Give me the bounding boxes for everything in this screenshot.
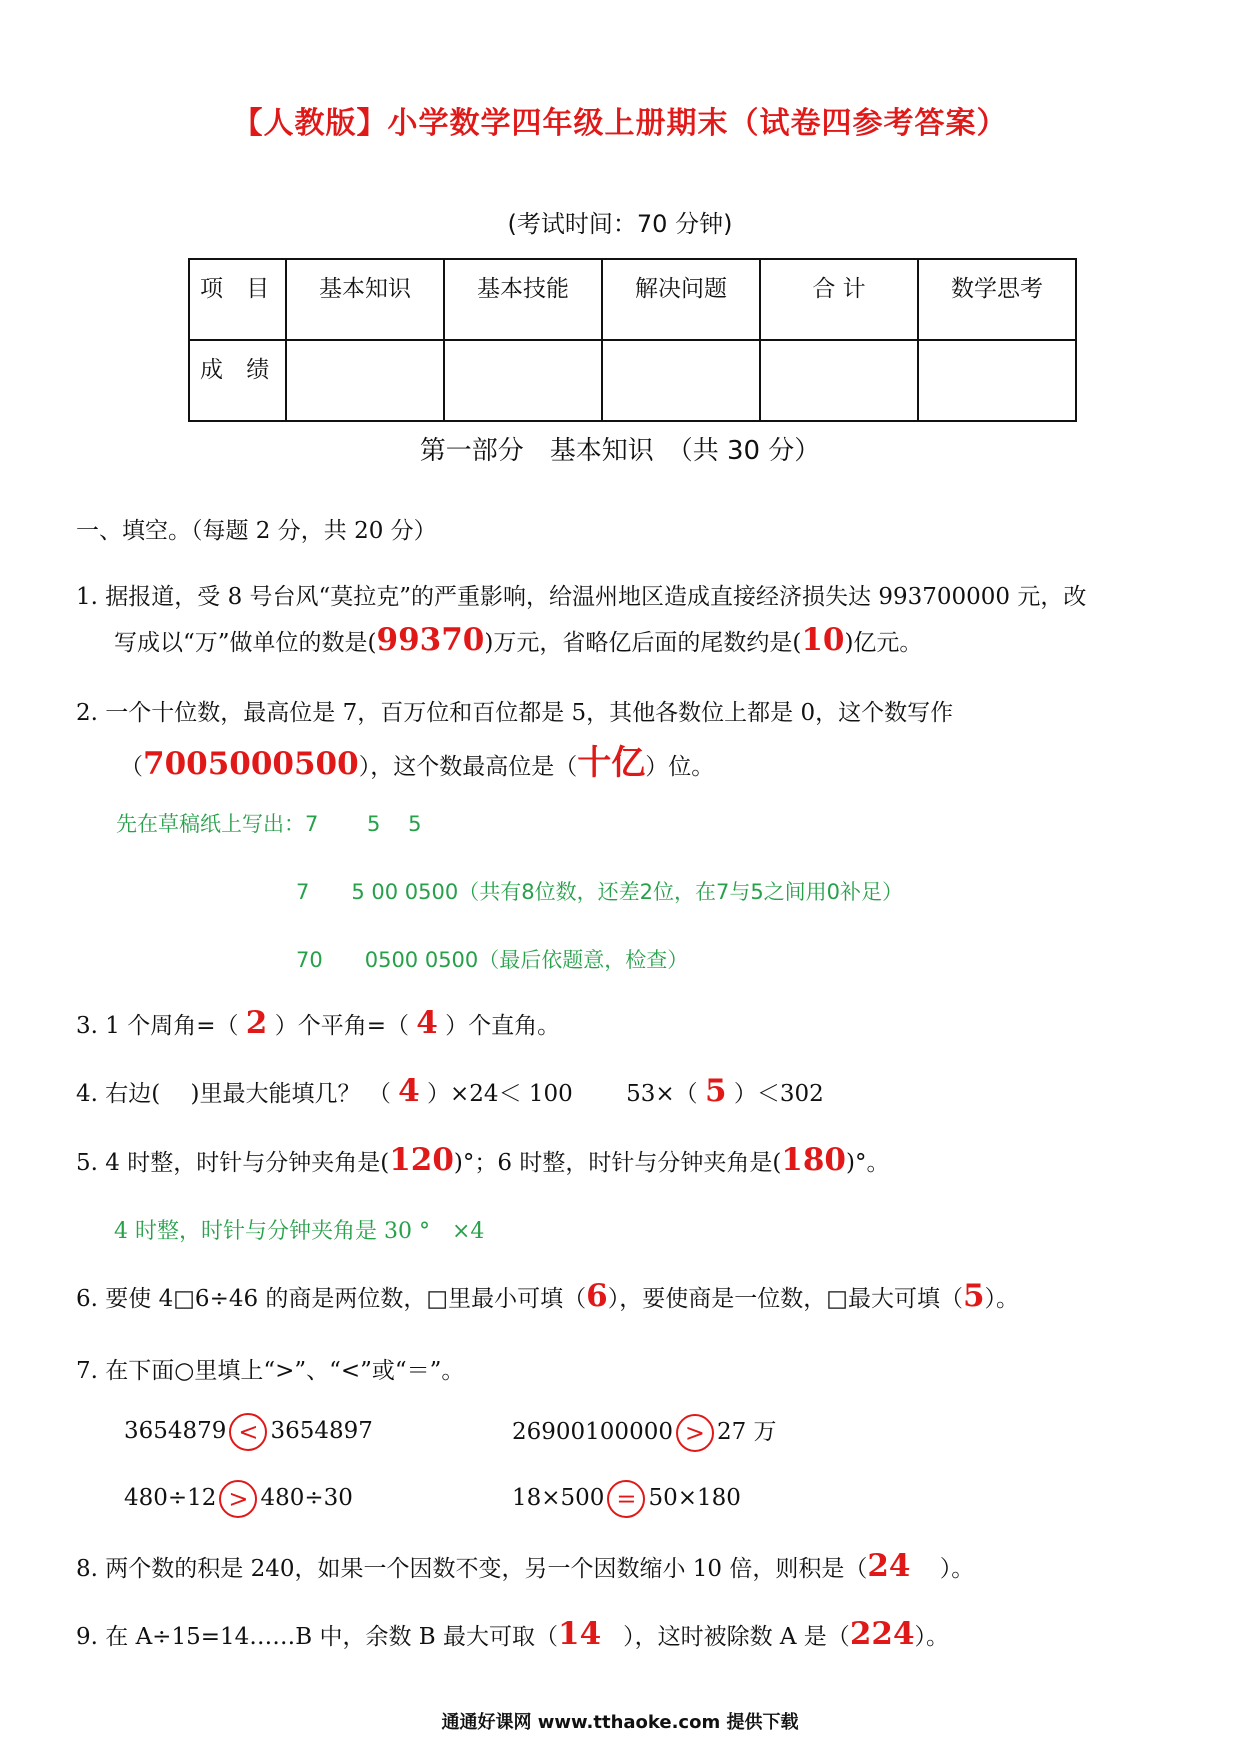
q8 <box>76 1548 974 1584</box>
table-cell: 解决问题 <box>602 259 760 340</box>
q9 <box>76 1616 949 1652</box>
q9-text: ），这时被除数 A 是（ <box>623 1624 850 1650</box>
table-cell: 基本知识 <box>286 259 444 340</box>
q7-item <box>124 1480 353 1518</box>
q9-answer-2: 224 <box>849 1616 915 1652</box>
q5-note: 4 时整，时针与分钟夹角是 30 ° ×4 <box>114 1219 485 1244</box>
page-footer: 通通好课网 www.tthaoke.com 提供下载 <box>441 1712 799 1733</box>
q7-right: 27 万 <box>716 1419 777 1445</box>
q8-text: ）。 <box>939 1556 975 1582</box>
q4-answer-2: 5 <box>704 1073 727 1109</box>
q2-answer-1: 7005000500 <box>143 746 359 782</box>
q7-right: 3654897 <box>270 1418 373 1444</box>
q1-text: )亿元。 <box>844 630 923 656</box>
q2-text: （ <box>120 754 143 780</box>
compare-circle: > <box>219 1480 257 1518</box>
q1-line2 <box>114 622 922 658</box>
q1-text: )万元，省略亿后面的尾数约是( <box>484 630 802 656</box>
score-cell[interactable] <box>286 340 444 421</box>
section-title: 第一部分 基本知识 （共 30 分） <box>419 436 821 466</box>
q4-answer-1: 4 <box>398 1073 420 1109</box>
q6 <box>76 1278 1019 1314</box>
table-row <box>189 340 1076 421</box>
q2-note-1: 先在草稿纸上写出：7 5 5 <box>116 812 422 836</box>
q8-answer: 24 <box>867 1548 911 1584</box>
score-cell[interactable] <box>602 340 760 421</box>
q5 <box>76 1142 890 1178</box>
q7-text: 7. 在下面○里填上“>”、“<”或“＝”。 <box>76 1358 465 1384</box>
q5-answer-2: 180 <box>781 1142 847 1178</box>
q7-left: 26900100000 <box>512 1419 673 1445</box>
table-cell: 数学思考 <box>918 259 1076 340</box>
q7-left: 18×500 <box>512 1485 605 1511</box>
score-table <box>188 258 1077 422</box>
score-cell[interactable] <box>444 340 602 421</box>
table-cell: 合 计 <box>760 259 918 340</box>
q6-text: 6. 要使 4□6÷46 的商是两位数，□里最小可填（ <box>76 1286 587 1312</box>
compare-circle: = <box>607 1480 645 1518</box>
q7-right: 480÷30 <box>260 1485 353 1511</box>
q2-note-3: 70 0500 0500（最后依题意，检查） <box>296 948 689 972</box>
q7-right: 50×180 <box>648 1485 741 1511</box>
q3-text: 3. 1 个周角=（ <box>76 1013 239 1039</box>
q4 <box>76 1073 824 1109</box>
q3-text: ）个直角。 <box>445 1013 561 1039</box>
q6-answer-1: 6 <box>586 1278 608 1314</box>
score-cell[interactable] <box>918 340 1076 421</box>
table-cell: 成 绩 <box>189 340 286 421</box>
q1-text: 写成以“万”做单位的数是( <box>114 630 377 656</box>
q7-item <box>512 1413 777 1452</box>
q9-answer-1: 14 <box>558 1616 602 1652</box>
q7-left: 3654879 <box>124 1418 227 1444</box>
q2-text: ）位。 <box>645 754 715 780</box>
q6-answer-2: 5 <box>962 1278 985 1314</box>
q8-text: 8. 两个数的积是 240，如果一个因数不变，另一个因数缩小 10 倍，则积是（ <box>76 1556 868 1582</box>
q1-answer-1: 99370 <box>376 622 485 658</box>
q3-text: ）个平角=（ <box>274 1013 409 1039</box>
q1-answer-2: 10 <box>801 622 845 658</box>
score-cell[interactable] <box>760 340 918 421</box>
q2-line1: 2. 一个十位数，最高位是 7，百万位和百位都是 5，其他各数位上都是 0，这个数写作 <box>76 700 954 726</box>
q6-text: ）。 <box>984 1286 1020 1312</box>
q2-line2 <box>120 735 714 784</box>
q5-answer-1: 120 <box>389 1142 454 1178</box>
q7-item <box>124 1413 373 1451</box>
q9-text: ）。 <box>914 1624 950 1650</box>
page-title: 【人教版】小学数学四年级上册期末（试卷四参考答案） <box>232 106 1008 141</box>
q5-text: 5. 4 时整，时针与分钟夹角是( <box>76 1150 390 1176</box>
table-cell: 基本技能 <box>444 259 602 340</box>
q2-note-2: 7 5 00 0500（共有8位数，还差2位，在7与5之间用0补足） <box>296 880 904 904</box>
question-group-heading: 一、填空。（每题 2 分，共 20 分） <box>76 518 437 544</box>
q5-text: )°；6 时整，时针与分钟夹角是( <box>453 1150 782 1176</box>
q2-answer-2: 十亿 <box>577 743 646 783</box>
q3-answer-1: 2 <box>245 1005 268 1041</box>
table-cell: 项 目 <box>189 259 286 340</box>
q4-text: ）×24＜ 100 53×（ <box>427 1081 698 1107</box>
q6-text: ），要使商是一位数，□最大可填（ <box>607 1286 963 1312</box>
q7-left: 480÷12 <box>124 1485 217 1511</box>
compare-circle: > <box>676 1414 714 1452</box>
table-row <box>189 259 1076 340</box>
q3 <box>76 1005 560 1041</box>
exam-duration: (考试时间：70 分钟) <box>507 210 733 238</box>
q1-line1: 1. 据报道，受 8 号台风“莫拉克”的严重影响，给温州地区造成直接经济损失达 993700000 元，改 <box>76 584 1087 610</box>
q3-answer-2: 4 <box>416 1005 438 1041</box>
q4-text: ）＜302 <box>733 1081 824 1107</box>
q5-text: )°。 <box>846 1150 890 1176</box>
q4-text: 4. 右边( )里最大能填几？ （ <box>76 1081 391 1107</box>
q9-text: 9. 在 A÷15=14……B 中，余数 B 最大可取（ <box>76 1624 558 1650</box>
compare-circle: < <box>229 1413 267 1451</box>
q7-item <box>512 1480 741 1518</box>
q2-text: ），这个数最高位是（ <box>358 754 578 780</box>
